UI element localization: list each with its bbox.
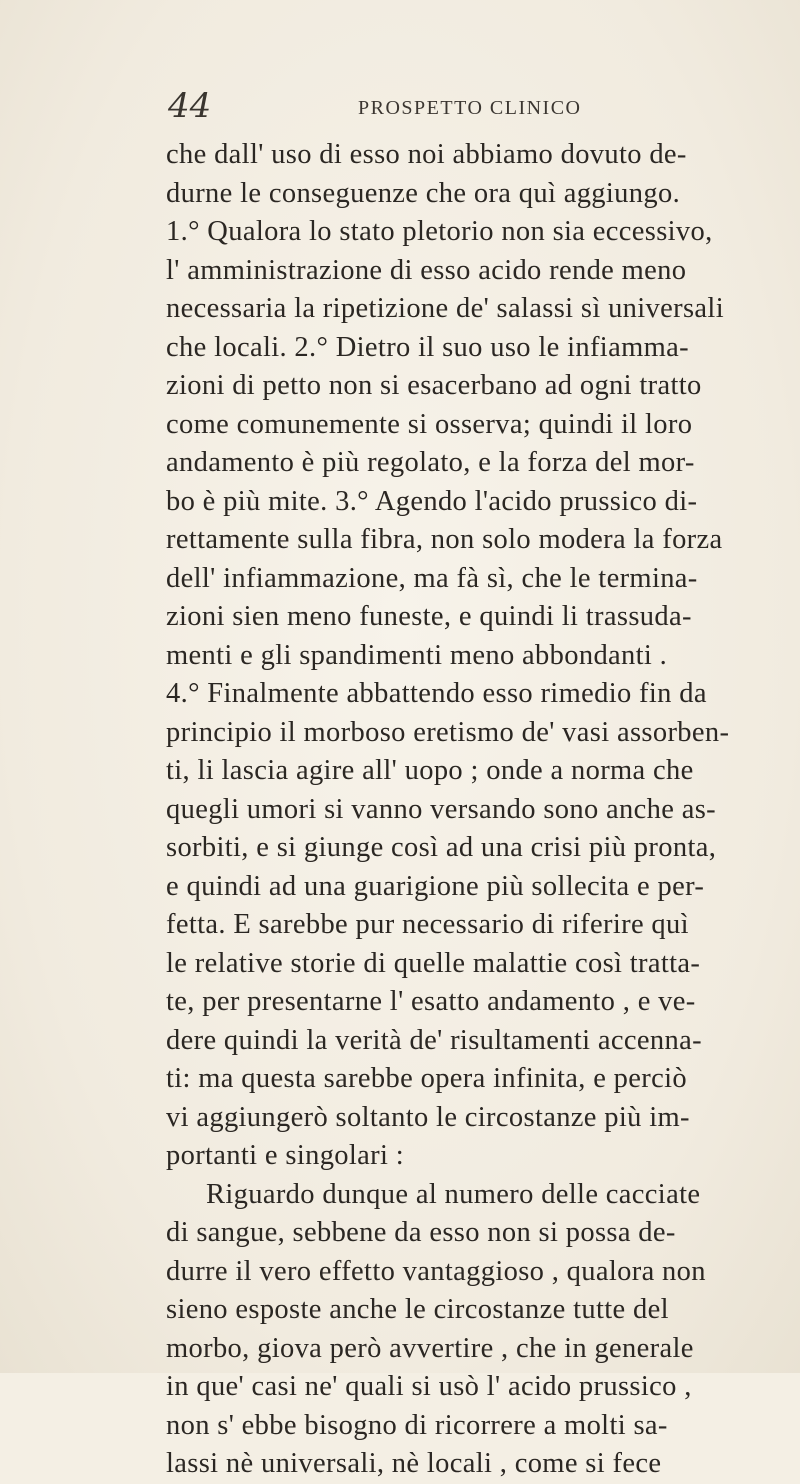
- text-line: andamento è più regolato, e la forza del mor-: [166, 447, 695, 478]
- text-line: le relative storie di quelle malattie così tratta-: [166, 947, 701, 979]
- page-header: [168, 86, 728, 136]
- text-line: che locali. 2.° Dietro il suo uso le infiamma-: [166, 331, 689, 363]
- text-line: menti e gli spandimenti meno abbondanti .: [166, 639, 668, 671]
- text-line: di sangue, sebbene da esso non si possa de-: [166, 1217, 676, 1248]
- text-line: l' amministrazione di esso acido rende meno: [166, 254, 687, 286]
- text-line: necessaria la ripetizione de' salassi sì universali: [166, 293, 724, 324]
- text-line: dell' infiammazione, ma fà sì, che le termina-: [166, 562, 698, 594]
- text-line: portanti e singolari :: [166, 1140, 405, 1171]
- text-line: sieno esposte anche le circostanze tutte del: [166, 1294, 669, 1325]
- text-line: zioni di petto non si esacerbano ad ogni tratto: [166, 370, 702, 401]
- text-line: ti: ma questa sarebbe opera infinita, e perciò: [166, 1063, 687, 1094]
- running-head: PROSPETTO CLINICO: [358, 97, 582, 119]
- text-line: come comunemente si osserva; quindi il loro: [166, 408, 693, 440]
- text-line: in que' casi ne' quali si usò l' acido prussico ,: [166, 1371, 692, 1402]
- text-line: vi aggiungerò soltanto le circostanze più im-: [166, 1101, 690, 1133]
- text-line: sorbiti, e si giunge così ad una crisi più pronta,: [166, 832, 717, 863]
- text-line: te, per presentarne l' esatto andamento , e ve-: [166, 986, 696, 1017]
- page-number: 44: [168, 86, 212, 126]
- text-line: 4.° Finalmente abbattendo esso rimedio fin da: [166, 678, 707, 709]
- text-line: che dall' uso di esso noi abbiamo dovuto de-: [166, 139, 687, 170]
- text-line: rettamente sulla fibra, non solo modera la forza: [166, 524, 723, 555]
- text-line: e quindi ad una guarigione più sollecita e per-: [166, 870, 705, 902]
- text-line: durne le conseguenze che ora quì aggiungo.: [166, 177, 681, 209]
- text-line: principio il morboso eretismo de' vasi assorben-: [166, 716, 730, 748]
- text-line: morbo, giova però avvertire , che in generale: [166, 1332, 694, 1364]
- text-line: zioni sien meno funeste, e quindi li trassuda-: [166, 601, 692, 632]
- body-text: [166, 136, 736, 1484]
- text-line: fetta. E sarebbe pur necessario di riferire quì: [166, 909, 689, 940]
- text-line: ti, li lascia agire all' uopo ; onde a norma che: [166, 755, 694, 786]
- text-line: dere quindi la verità de' risultamenti accenna-: [166, 1024, 702, 1056]
- text-line: lassi nè universali, nè locali , come si fece: [166, 1448, 662, 1479]
- text-line: non s' ebbe bisogno di ricorrere a molti sa-: [166, 1409, 668, 1441]
- text-line: 1.° Qualora lo stato pletorio non sia eccessivo,: [166, 216, 713, 247]
- text-line: bo è più mite. 3.° Agendo l'acido prussico di-: [166, 485, 698, 517]
- text-line: Riguardo dunque al numero delle cacciate: [206, 1178, 701, 1210]
- text-line: durre il vero effetto vantaggioso , qualora non: [166, 1255, 706, 1287]
- text-line: quegli umori si vanno versando sono anche as-: [166, 793, 716, 825]
